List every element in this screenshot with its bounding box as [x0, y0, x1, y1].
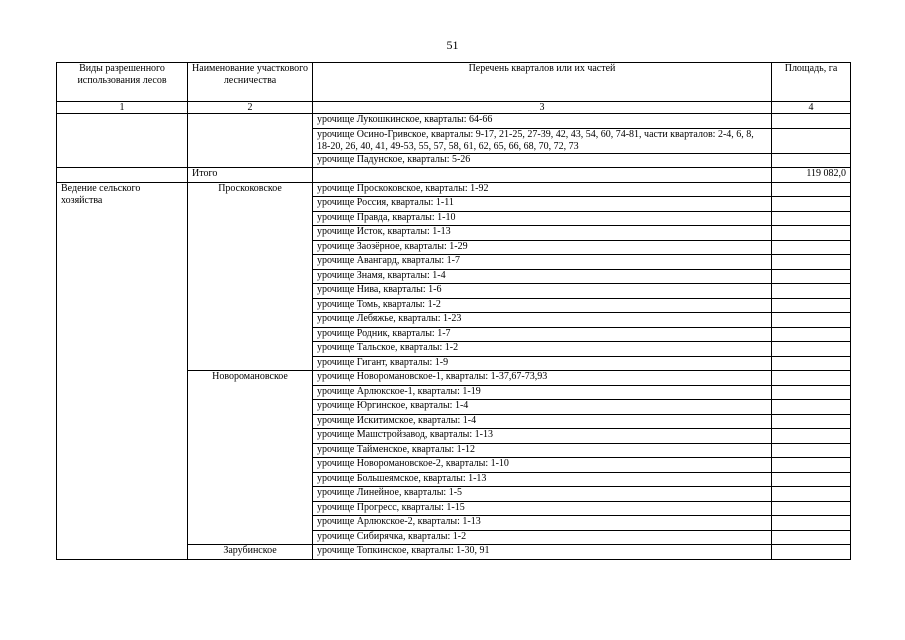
area-cell	[772, 443, 851, 458]
area-cell	[772, 298, 851, 313]
total-row	[57, 168, 851, 183]
area-cell	[772, 182, 851, 197]
page-number: 51	[446, 38, 459, 52]
area-cell	[772, 269, 851, 284]
quarters-cell: урочище Новоромановское-2, кварталы: 1-10	[313, 458, 772, 473]
quarters-cell: урочище Лукошкинское, кварталы: 64-66	[313, 114, 772, 129]
quarters-cell: урочище Авангард, кварталы: 1-7	[313, 255, 772, 270]
quarters-cell: урочище Родник, кварталы: 1-7	[313, 327, 772, 342]
quarters-cell: урочище Линейное, кварталы: 1-5	[313, 487, 772, 502]
forestry-name-proskokovskoe: Проскоковское	[188, 182, 313, 371]
area-cell	[772, 472, 851, 487]
area-cell	[772, 516, 851, 531]
quarters-cell: урочище Тайменское, кварталы: 1-12	[313, 443, 772, 458]
quarters-cell: урочище Прогресс, кварталы: 1-15	[313, 501, 772, 516]
column-number: 1	[57, 102, 188, 114]
quarters-cell: урочище Осино-Гривское, кварталы: 9-17, 21-25, 27-39, 42, 43, 54, 60, 74-81, части кварталов: 2-4, 6, 8, 18-20, 26, 40, 41, 49-53, 55, 57, 58, 61, 62, 65, 66, 68, 70, 72, 73	[313, 128, 772, 153]
area-cell	[772, 356, 851, 371]
area-cell	[772, 458, 851, 473]
area-cell	[772, 255, 851, 270]
quarters-cell: урочище Искитимское, кварталы: 1-4	[313, 414, 772, 429]
quarters-cell: урочище Топкинское, кварталы: 1-30, 91	[313, 545, 772, 560]
area-cell	[772, 545, 851, 560]
quarters-cell-empty	[313, 168, 772, 183]
forestry-name-zarubinskoe: Зарубинское	[188, 545, 313, 560]
area-cell	[772, 342, 851, 357]
header-quarters-list: Перечень кварталов или их частей	[313, 63, 772, 102]
area-cell	[772, 114, 851, 129]
column-numbers-row	[57, 102, 851, 114]
quarters-cell: урочище Сибирячка, кварталы: 1-2	[313, 530, 772, 545]
quarters-cell: урочище Томь, кварталы: 1-2	[313, 298, 772, 313]
quarters-cell: урочище Лебяжье, кварталы: 1-23	[313, 313, 772, 328]
area-cell	[772, 197, 851, 212]
quarters-cell: урочище Падунское, кварталы: 5-26	[313, 153, 772, 168]
area-cell	[772, 414, 851, 429]
quarters-cell: урочище Арлюкское-1, кварталы: 1-19	[313, 385, 772, 400]
area-cell	[772, 226, 851, 241]
quarters-cell: урочище Арлюкское-2, кварталы: 1-13	[313, 516, 772, 531]
table-row	[57, 114, 851, 129]
header-forestry-name: Наименование участкового лесничества	[188, 63, 313, 102]
area-cell	[772, 128, 851, 153]
area-cell	[772, 501, 851, 516]
usage-type-cell-empty	[57, 114, 188, 168]
header-area: Площадь, га	[772, 63, 851, 102]
area-cell	[772, 530, 851, 545]
area-cell	[772, 240, 851, 255]
quarters-cell: урочище Тальское, кварталы: 1-2	[313, 342, 772, 357]
quarters-cell: урочище Исток, кварталы: 1-13	[313, 226, 772, 241]
quarters-cell: урочище Большеямское, кварталы: 1-13	[313, 472, 772, 487]
quarters-cell: урочище Заозёрное, кварталы: 1-29	[313, 240, 772, 255]
column-number: 4	[772, 102, 851, 114]
quarters-cell: урочище Правда, кварталы: 1-10	[313, 211, 772, 226]
forestry-cell-empty	[188, 114, 313, 168]
forestry-name-novoromanovskoe: Новоромановское	[188, 371, 313, 545]
quarters-cell: урочище Гигант, кварталы: 1-9	[313, 356, 772, 371]
area-cell	[772, 327, 851, 342]
quarters-cell: урочище Проскоковское, кварталы: 1-92	[313, 182, 772, 197]
quarters-cell: урочище Новоромановское-1, кварталы: 1-37,67-73,93	[313, 371, 772, 386]
area-cell	[772, 284, 851, 299]
forest-use-table	[56, 62, 851, 560]
column-number: 3	[313, 102, 772, 114]
header-row	[57, 63, 851, 102]
total-label: Итого	[188, 168, 313, 183]
quarters-cell: урочище Знамя, кварталы: 1-4	[313, 269, 772, 284]
usage-type-cell-empty	[57, 168, 188, 183]
area-cell	[772, 429, 851, 444]
area-cell	[772, 487, 851, 502]
total-area: 119 082,0	[772, 168, 851, 183]
quarters-cell: урочище Юргинское, кварталы: 1-4	[313, 400, 772, 415]
quarters-cell: урочище Россия, кварталы: 1-11	[313, 197, 772, 212]
area-cell	[772, 371, 851, 386]
quarters-cell: урочище Нива, кварталы: 1-6	[313, 284, 772, 299]
area-cell	[772, 153, 851, 168]
header-usage-type: Виды разрешенного использования лесов	[57, 63, 188, 102]
column-number: 2	[188, 102, 313, 114]
usage-type-cell: Ведение сельского хозяйства	[57, 182, 188, 559]
area-cell	[772, 385, 851, 400]
quarters-cell: урочище Машстройзавод, кварталы: 1-13	[313, 429, 772, 444]
area-cell	[772, 211, 851, 226]
area-cell	[772, 313, 851, 328]
area-cell	[772, 400, 851, 415]
table-row	[57, 182, 851, 197]
